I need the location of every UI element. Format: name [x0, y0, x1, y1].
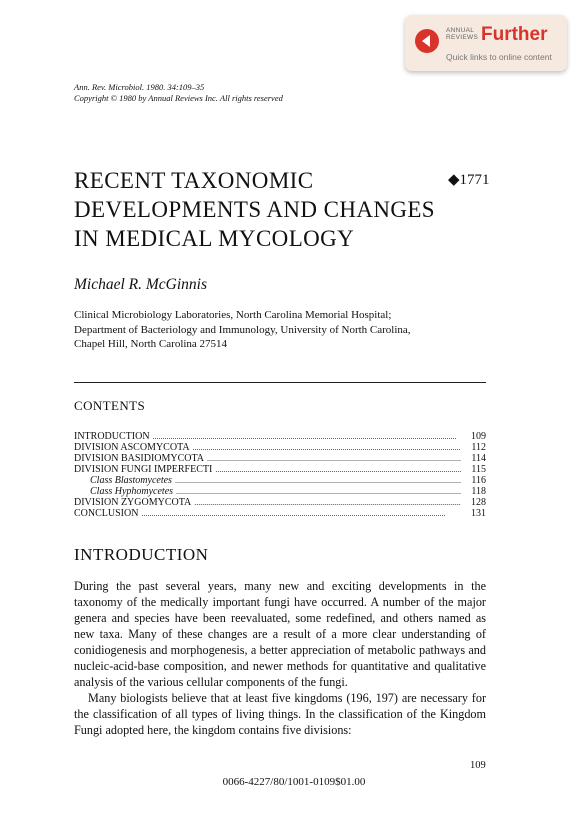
toc-entry-label: Class Hyphomycetes	[90, 486, 174, 497]
toc-leader	[175, 475, 461, 486]
toc-entry[interactable]	[74, 431, 486, 442]
title-line: DEVELOPMENTS AND CHANGES	[74, 197, 436, 222]
toc-entry-page: 109	[471, 431, 486, 442]
banner-brand-small: ANNUAL REVIEWS	[446, 27, 479, 41]
article-identifier: 0066-4227/80/1001-0109$01.00	[222, 776, 366, 788]
introduction-heading: INTRODUCTION	[74, 545, 209, 564]
toc-entry-label: DIVISION ASCOMYCOTA	[74, 442, 190, 453]
article-title	[74, 166, 435, 253]
toc-leader	[215, 464, 461, 475]
page-number: 109	[470, 760, 486, 771]
copyright-line: Copyright © 1980 by Annual Reviews Inc. All rights reserved	[74, 93, 283, 103]
toc-leader	[194, 497, 461, 508]
toc-subentry[interactable]	[74, 486, 486, 497]
table-of-contents	[74, 431, 486, 519]
section-divider	[74, 382, 486, 383]
affiliation-line: Chapel Hill, North Carolina 27514	[74, 338, 228, 350]
toc-entry-label: DIVISION ZYGOMYCOTA	[74, 497, 192, 508]
toc-leader	[193, 442, 461, 453]
toc-leader	[176, 486, 461, 497]
toc-entry-label: INTRODUCTION	[74, 431, 150, 442]
toc-entry-page: 115	[471, 464, 486, 475]
contents-heading: CONTENTS	[74, 398, 146, 413]
toc-entry-page: 116	[471, 475, 486, 486]
author-name: Michael R. McGinnis	[74, 276, 208, 293]
toc-entry-label: Class Blastomycetes	[90, 475, 172, 486]
toc-entry-page: 118	[471, 486, 486, 497]
body-paragraph: During the past several years, many new and exciting developments in the taxonomy of the medically important fungi have occurred. A number of the major genera and species have been reevaluated, some redefined, and others named as new taxa. Many of these changes are a result of a more clear understanding of conidiogenesis and morphogenesis, a better appreciation of metabolic pathways and nucleic-acid-base composition, and newer methods for quantitative and qualitative analysis of the various cellular components of the fungi.	[74, 579, 486, 689]
author-affiliation	[74, 308, 411, 352]
toc-entry[interactable]	[74, 464, 486, 475]
toc-entry[interactable]	[74, 442, 486, 453]
journal-citation	[74, 82, 283, 104]
annual-reviews-further-banner[interactable]	[405, 15, 567, 71]
toc-subentry[interactable]	[74, 475, 486, 486]
affiliation-line: Clinical Microbiology Laboratories, North Carolina Memorial Hospital;	[74, 309, 392, 321]
toc-entry-label: DIVISION BASIDIOMYCOTA	[74, 453, 205, 464]
title-line: IN MEDICAL MYCOLOGY	[74, 226, 355, 251]
toc-leader	[207, 453, 461, 464]
affiliation-line: Department of Bacteriology and Immunology, University of North Carolina,	[74, 323, 411, 336]
toc-entry[interactable]	[74, 453, 486, 464]
title-line: RECENT TAXONOMIC	[74, 168, 314, 193]
toc-entry-page: 114	[471, 453, 486, 464]
body-paragraph: Many biologists believe that at least five kingdoms (196, 197) are necessary for the classification of all types of living things. In the classification of the Kingdom Fungi adopted here, the kingdom contains five divisions:	[74, 691, 486, 737]
toc-entry[interactable]	[74, 508, 486, 519]
toc-entry-page: 131	[471, 508, 486, 519]
article-code: ◆1771	[448, 172, 490, 188]
banner-subtitle: Quick links to online content	[446, 52, 552, 62]
toc-leader	[153, 431, 461, 442]
toc-entry[interactable]	[74, 497, 486, 508]
toc-entry-page: 112	[471, 442, 486, 453]
introduction-body	[74, 578, 486, 738]
banner-brand: Further	[481, 24, 548, 45]
toc-leader	[141, 508, 461, 519]
toc-entry-label: CONCLUSION	[74, 508, 139, 519]
citation-line: Ann. Rev. Microbiol. 1980. 34:109–35	[74, 82, 205, 92]
play-back-icon	[415, 29, 439, 53]
toc-entry-page: 128	[471, 497, 486, 508]
toc-entry-label: DIVISION FUNGI IMPERFECTI	[74, 464, 213, 475]
